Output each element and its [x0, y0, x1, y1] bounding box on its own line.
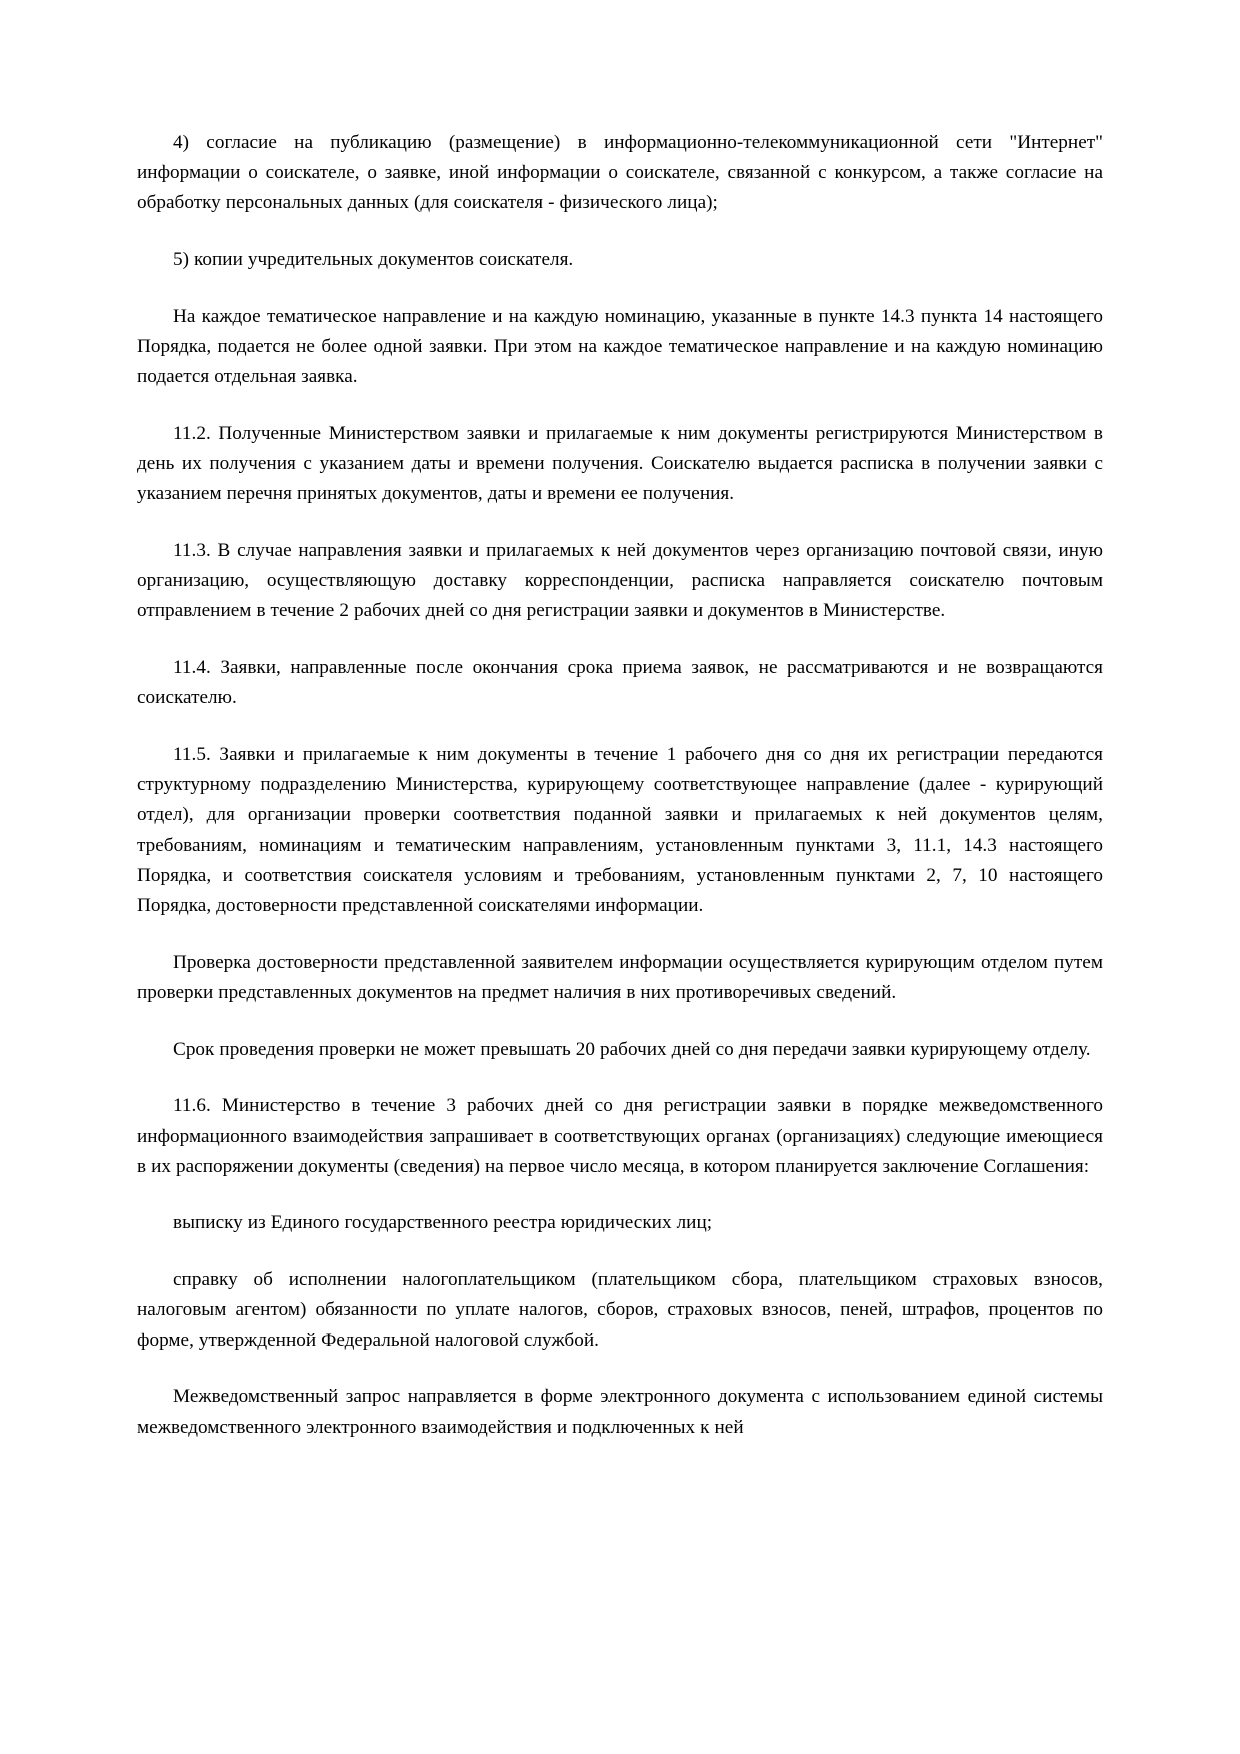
paragraph-item-4: 4) согласие на публикацию (размещение) в информационно-телекоммуникационной сети "Интернет" информации о соискателе, о заявке, иной информации о соискателе, связанной с конкурсом, а также согласие на обработку персональных данных (для соискателя - физического лица);	[137, 132, 1103, 214]
paragraph-verification: Проверка достоверности представленной заявителем информации осуществляется курирующим отделом путем проверки представленных документов на предмет наличия в них противоречивых сведений.	[137, 951, 1103, 1003]
paragraph-clause-11-4: 11.4. Заявки, направленные после окончания срока приема заявок, не рассматриваются и не возвращаются соискателю.	[137, 657, 1103, 709]
paragraph-clause-11-5: 11.5. Заявки и прилагаемые к ним документы в течение 1 рабочего дня со дня их регистрации передаются структурному подразделению Министерства, курирующему соответствующее направление (далее - курирующий отдел), для организации проверки соответствия поданной заявки и прилагаемых к ней документов целям, требованиям, номинациям и тематическим направлениям, установленным пунктами 3, 11.1, 14.3 настоящего Порядка, и соответствия соискателя условиям и требованиям, установленным пунктами 2, 7, 10 настоящего Порядка, достоверности представленной соискателями информации.	[137, 744, 1103, 917]
paragraph-interagency-request: Межведомственный запрос направляется в форме электронного документа с использованием единой системы межведомственного электронного взаимодействия и подключенных к ней	[137, 1386, 1103, 1438]
paragraph-item-5: 5) копии учредительных документов соискателя.	[173, 249, 574, 271]
paragraph-clause-11-3: 11.3. В случае направления заявки и прилагаемых к ней документов через организацию почтовой связи, иную организацию, осуществляющую доставку корреспонденции, расписка направляется соискателю почтовым отправлением в течение 2 рабочих дней со дня регистрации заявки и документов в Министерстве.	[137, 540, 1103, 622]
paragraph-clause-11-6: 11.6. Министерство в течение 3 рабочих дней со дня регистрации заявки в порядке межведомственного информационного взаимодействия запрашивает в соответствующих органах (организациях) следующие имеющиеся в их распоряжении документы (сведения) на первое число месяца, в котором планируется заключение Соглашения:	[137, 1095, 1103, 1177]
paragraph-sub-egrul: выписку из Единого государственного реестра юридических лиц;	[173, 1212, 713, 1234]
paragraph-verification-term: Срок проведения проверки не может превышать 20 рабочих дней со дня передачи заявки курирующему отделу.	[173, 1038, 1091, 1060]
paragraph-sub-tax-certificate: справку об исполнении налогоплательщиком (плательщиком сбора, плательщиком страховых взносов, налоговым агентом) обязанности по уплате налогов, сборов, страховых взносов, пеней, штрафов, процентов по форме, утвержденной Федеральной налоговой службой.	[137, 1269, 1103, 1351]
paragraph-clause-11-2: 11.2. Полученные Министерством заявки и прилагаемые к ним документы регистрируются Министерством в день их получения с указанием даты и времени получения. Соискателю выдается расписка в получении заявки с указанием перечня принятых документов, даты и времени ее получения.	[137, 422, 1103, 505]
paragraph-each-direction: На каждое тематическое направление и на каждую номинацию, указанные в пункте 14.3 пункта 14 настоящего Порядка, подается не более одной заявки. При этом на каждое тематическое направление и на каждую номинацию подается отдельная заявка.	[137, 305, 1103, 388]
document-text-column	[137, 128, 1103, 1443]
